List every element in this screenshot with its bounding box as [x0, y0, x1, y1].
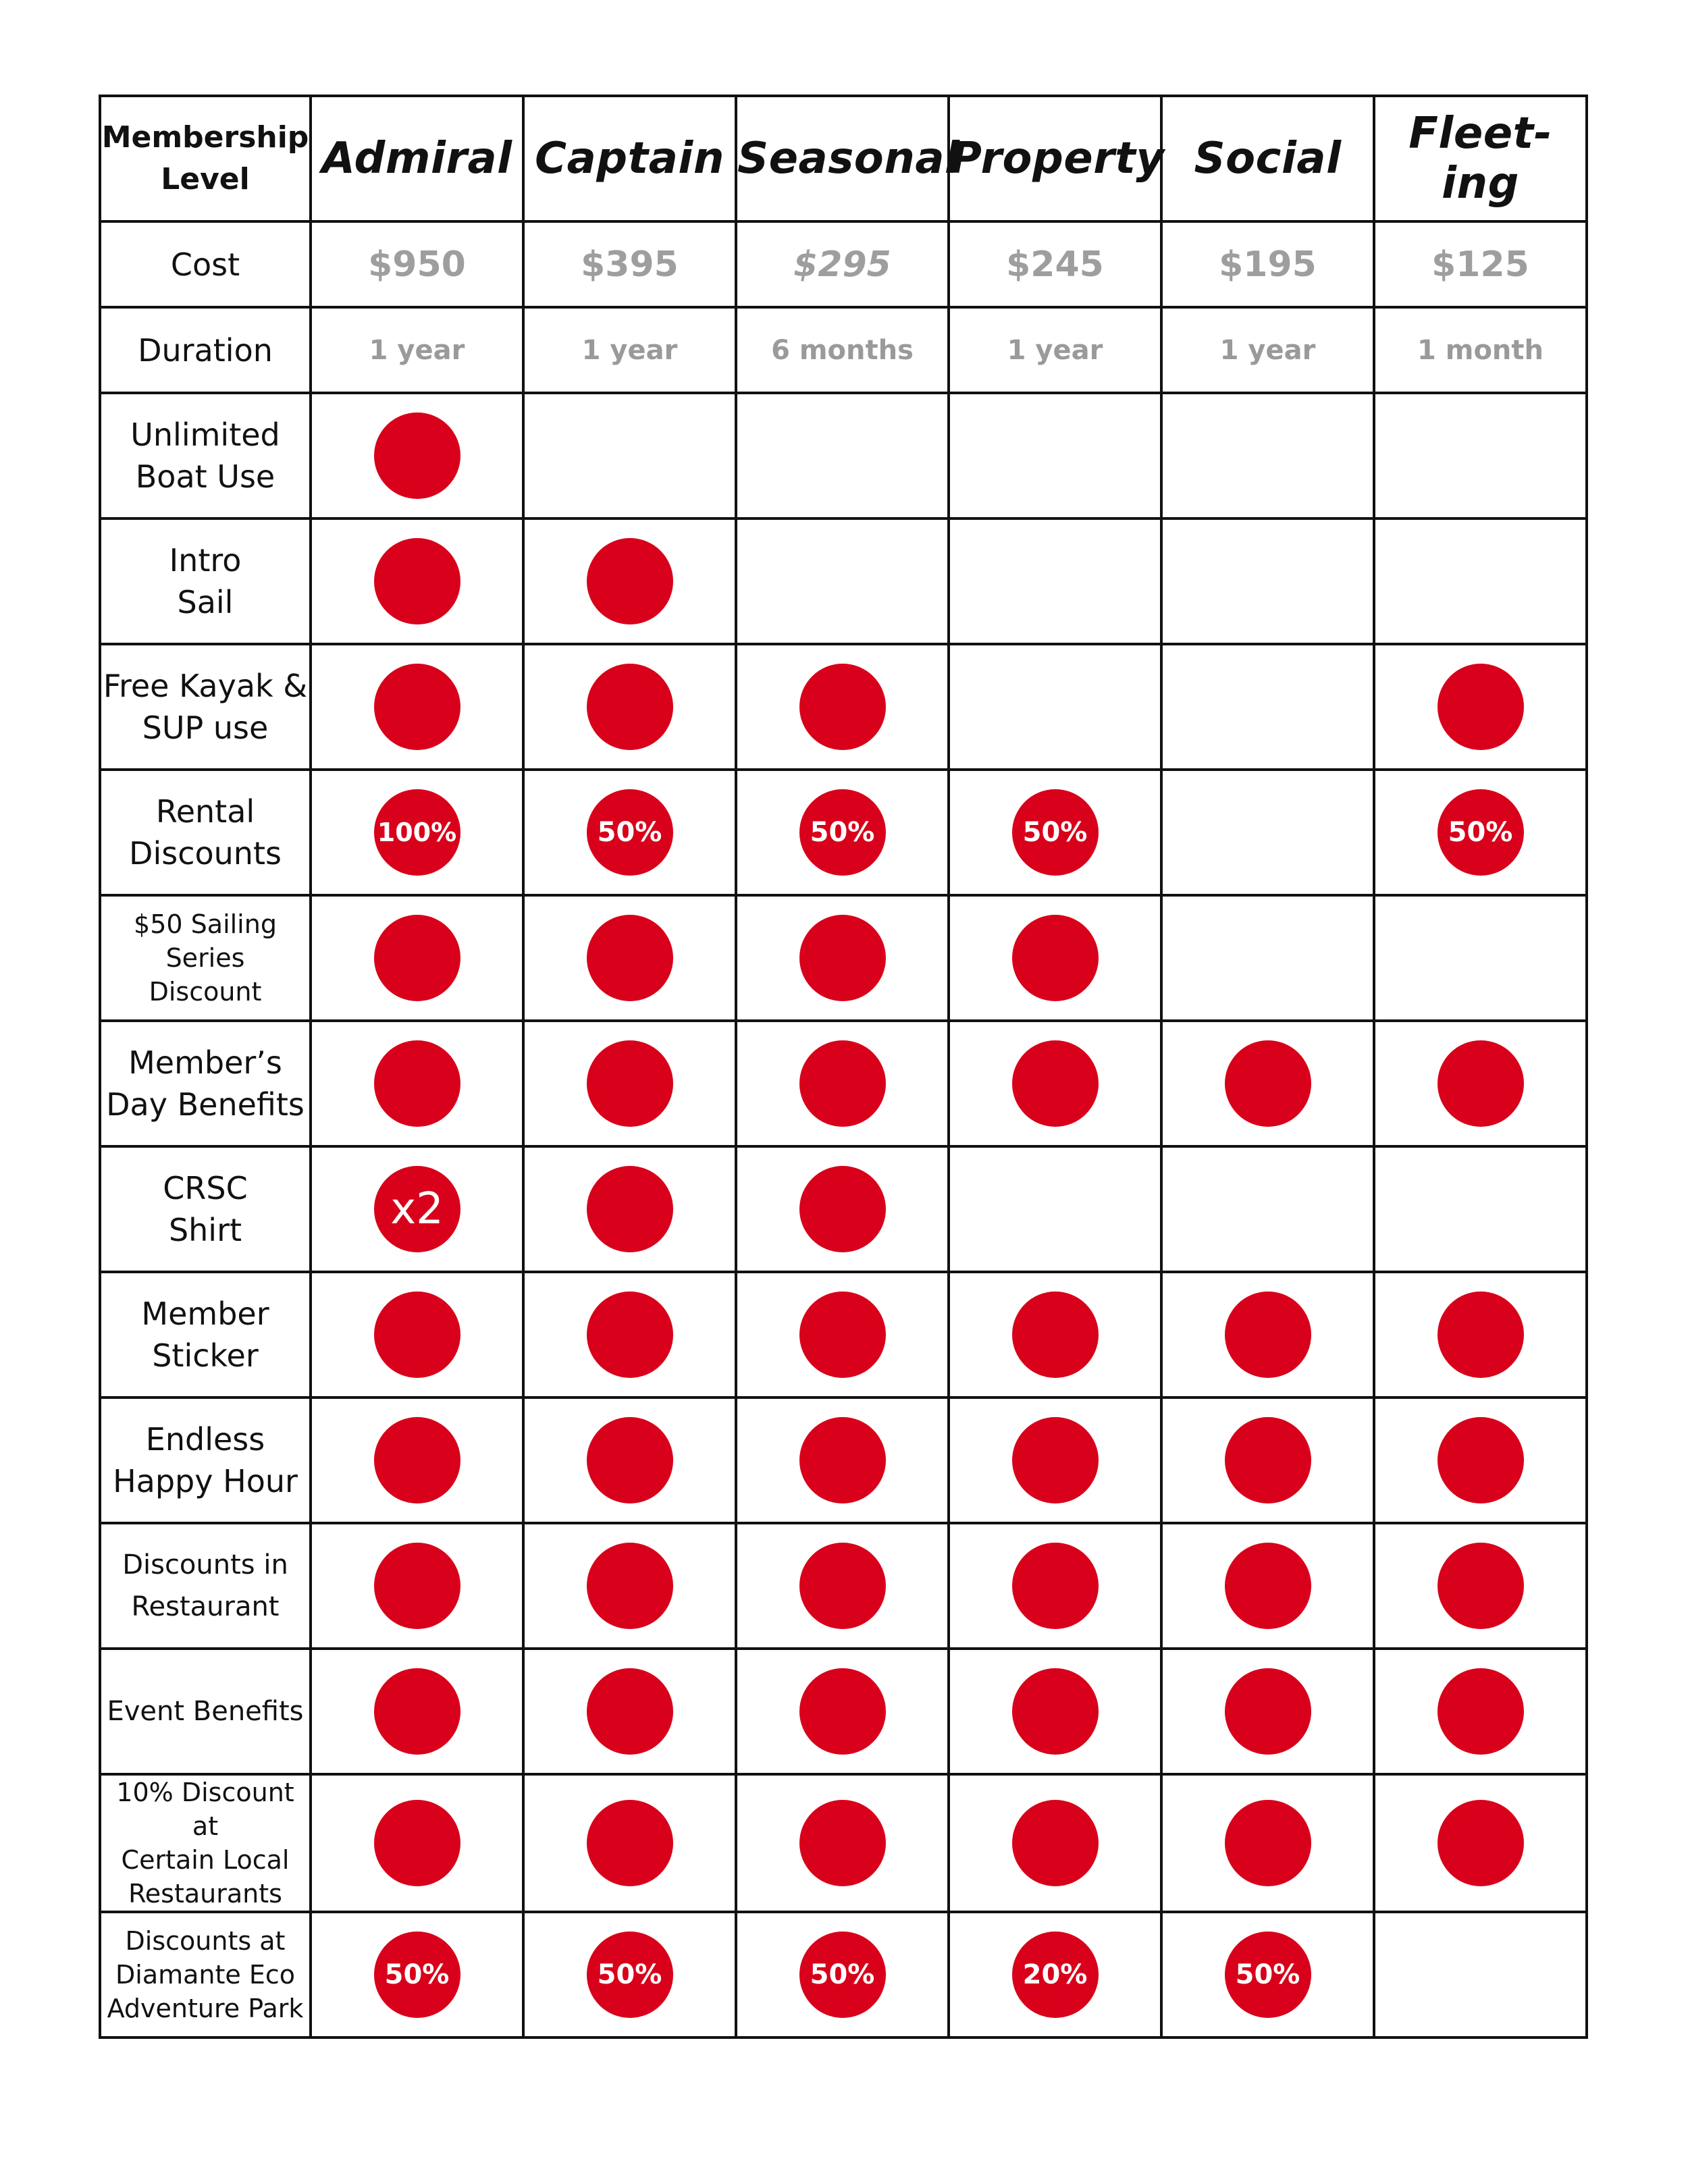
- included-dot-icon: [799, 915, 886, 1001]
- benefit-cell: [949, 1146, 1161, 1272]
- benefit-cell: [949, 1912, 1161, 2037]
- benefit-cell: [949, 770, 1161, 895]
- feature-label: Free Kayak & SUP use: [103, 668, 308, 746]
- benefit-cell: [736, 518, 949, 644]
- level-header-social: [1161, 96, 1374, 221]
- included-dot-icon: [1225, 1291, 1311, 1378]
- benefit-cell: [1374, 1774, 1587, 1912]
- price: $245: [1006, 244, 1104, 285]
- benefit-cell: [1161, 1397, 1374, 1523]
- feature-label: Intro Sail: [169, 542, 242, 620]
- benefit-cell: [523, 1912, 736, 2037]
- included-dot-icon: [1438, 1417, 1524, 1503]
- benefit-cell: [311, 393, 523, 518]
- benefit-cell: [949, 644, 1161, 770]
- included-dot-icon: [799, 1668, 886, 1755]
- feature-label-cell: [100, 1146, 311, 1272]
- feature-label: Member’s Day Benefits: [106, 1044, 305, 1123]
- included-dot-icon: [587, 1668, 673, 1755]
- included-dot-icon: [374, 1040, 460, 1127]
- feature-row: [100, 1397, 1587, 1523]
- cost-cell: [1374, 221, 1587, 307]
- included-dot-icon: [587, 1543, 673, 1629]
- included-dot-icon: [1225, 1800, 1311, 1886]
- level-header-captain: [523, 96, 736, 221]
- benefit-cell: [736, 1774, 949, 1912]
- duration: 1 year: [1219, 334, 1316, 366]
- included-dot-icon: [799, 1291, 886, 1378]
- duration-cell: [949, 307, 1161, 393]
- benefit-cell: [523, 1146, 736, 1272]
- feature-row: [100, 644, 1587, 770]
- included-dot-icon: [799, 1166, 886, 1252]
- benefit-cell: [736, 1146, 949, 1272]
- quantity-badge: x2: [374, 1166, 460, 1252]
- included-dot-icon: [374, 412, 460, 499]
- included-dot-icon: [1438, 1668, 1524, 1755]
- level-header-admiral: [311, 96, 523, 221]
- feature-label: Discounts in Restaurant: [122, 1549, 288, 1622]
- included-dot-icon: [1012, 1543, 1099, 1629]
- benefit-cell: [736, 1523, 949, 1649]
- header-row: [100, 96, 1587, 221]
- included-dot-icon: [799, 1040, 886, 1127]
- cost-cell: [736, 221, 949, 307]
- feature-row: [100, 1272, 1587, 1397]
- benefit-cell: [1161, 1774, 1374, 1912]
- benefit-cell: [523, 1272, 736, 1397]
- feature-label-cell: [100, 1021, 311, 1146]
- benefit-cell: [1161, 1523, 1374, 1649]
- benefit-cell: [736, 1397, 949, 1523]
- benefit-cell: [949, 1021, 1161, 1146]
- benefit-cell: [1374, 1397, 1587, 1523]
- benefit-cell: [1374, 393, 1587, 518]
- price: $950: [368, 244, 466, 285]
- feature-label-cell: [100, 1649, 311, 1774]
- benefit-cell: [311, 1774, 523, 1912]
- feature-label: $50 Sailing Series Discount: [134, 909, 277, 1007]
- benefit-cell: [523, 1397, 736, 1523]
- discount-badge: 50%: [799, 1932, 886, 2018]
- feature-row: [100, 1649, 1587, 1774]
- benefit-cell: [523, 895, 736, 1021]
- benefit-cell: [311, 644, 523, 770]
- included-dot-icon: [374, 538, 460, 624]
- benefit-cell: [1374, 644, 1587, 770]
- benefit-cell: [736, 644, 949, 770]
- benefit-cell: [1161, 644, 1374, 770]
- benefit-cell: [523, 1649, 736, 1774]
- included-dot-icon: [1225, 1040, 1311, 1127]
- discount-badge: 50%: [374, 1932, 460, 2018]
- level-header-seasonal: [736, 96, 960, 221]
- included-dot-icon: [374, 1543, 460, 1629]
- included-dot-icon: [587, 1800, 673, 1886]
- level-name: Seasonal: [737, 134, 960, 184]
- included-dot-icon: [1438, 1291, 1524, 1378]
- benefit-cell: [1374, 1021, 1587, 1146]
- benefit-cell: [1374, 770, 1587, 895]
- discount-badge: 20%: [1012, 1932, 1099, 2018]
- benefit-cell: [523, 518, 736, 644]
- included-dot-icon: [587, 538, 673, 624]
- benefit-cell: [949, 895, 1161, 1021]
- included-dot-icon: [799, 1543, 886, 1629]
- discount-badge: 50%: [1438, 789, 1524, 876]
- feature-label-cell: [100, 1397, 311, 1523]
- benefit-cell: [1161, 518, 1374, 644]
- benefit-cell: [311, 1146, 523, 1272]
- cost-row: [100, 221, 1587, 307]
- duration-label: Duration: [138, 331, 273, 369]
- benefit-cell: [311, 1912, 523, 2037]
- feature-label: Event Benefits: [107, 1696, 304, 1727]
- benefit-cell: [311, 770, 523, 895]
- level-header-fleeting: [1374, 96, 1587, 221]
- included-dot-icon: [1225, 1543, 1311, 1629]
- level-name: Property: [950, 134, 1165, 184]
- benefit-cell: [523, 770, 736, 895]
- discount-badge: 50%: [1225, 1932, 1311, 2018]
- included-dot-icon: [1438, 1800, 1524, 1886]
- benefit-cell: [949, 1523, 1161, 1649]
- discount-badge: 100%: [374, 789, 460, 876]
- included-dot-icon: [1225, 1417, 1311, 1503]
- included-dot-icon: [587, 1040, 673, 1127]
- included-dot-icon: [1012, 1668, 1099, 1755]
- feature-label-cell: [100, 1523, 311, 1649]
- feature-label-cell: [100, 895, 311, 1021]
- benefit-cell: [949, 1397, 1161, 1523]
- cost-label-cell: [100, 221, 311, 307]
- benefit-cell: [311, 1021, 523, 1146]
- benefit-cell: [523, 1774, 736, 1912]
- benefit-cell: [311, 1397, 523, 1523]
- benefit-cell: [311, 1272, 523, 1397]
- feature-label: 10% Discount at Certain Local Restaurants: [116, 1778, 294, 1909]
- included-dot-icon: [374, 664, 460, 750]
- level-name: Social: [1194, 134, 1342, 184]
- benefit-cell: [311, 1649, 523, 1774]
- duration-cell: [311, 307, 523, 393]
- duration: 1 year: [369, 334, 465, 366]
- benefit-cell: [1374, 895, 1587, 1021]
- benefit-cell: [949, 393, 1161, 518]
- price: $195: [1219, 244, 1317, 285]
- benefit-cell: [1374, 518, 1587, 644]
- benefit-cell: [949, 518, 1161, 644]
- benefit-cell: [736, 1649, 949, 1774]
- included-dot-icon: [374, 1668, 460, 1755]
- price: $295: [793, 244, 891, 285]
- benefit-cell: [523, 393, 736, 518]
- included-dot-icon: [1438, 664, 1524, 750]
- benefit-cell: [523, 644, 736, 770]
- discount-badge: 50%: [1012, 789, 1099, 876]
- benefit-cell: [1161, 895, 1374, 1021]
- duration: 6 months: [771, 334, 914, 366]
- included-dot-icon: [1012, 1291, 1099, 1378]
- discount-badge: 50%: [799, 789, 886, 876]
- feature-label: Rental Discounts: [129, 793, 282, 872]
- included-dot-icon: [1012, 1800, 1099, 1886]
- benefit-cell: [1161, 1272, 1374, 1397]
- feature-label: Unlimited Boat Use: [130, 417, 280, 495]
- feature-row: [100, 1912, 1587, 2037]
- duration: 1 year: [581, 334, 678, 366]
- included-dot-icon: [374, 1800, 460, 1886]
- cost-cell: [523, 221, 736, 307]
- benefit-cell: [311, 895, 523, 1021]
- feature-label-cell: [100, 393, 311, 518]
- benefit-cell: [1374, 1649, 1587, 1774]
- cost-cell: [1161, 221, 1374, 307]
- benefit-cell: [949, 1272, 1161, 1397]
- cost-cell: [949, 221, 1161, 307]
- feature-row: [100, 1774, 1587, 1912]
- included-dot-icon: [1012, 915, 1099, 1001]
- benefit-cell: [1161, 393, 1374, 518]
- benefit-cell: [736, 770, 949, 895]
- discount-badge: 50%: [587, 1932, 673, 2018]
- benefit-cell: [523, 1523, 736, 1649]
- duration: 1 month: [1417, 334, 1544, 366]
- included-dot-icon: [587, 915, 673, 1001]
- benefit-cell: [736, 1272, 949, 1397]
- level-header-property: [949, 96, 1165, 221]
- feature-label-cell: [100, 1774, 311, 1912]
- level-name: Captain: [535, 134, 724, 184]
- duration-cell: [523, 307, 736, 393]
- included-dot-icon: [1012, 1040, 1099, 1127]
- duration: 1 year: [1007, 334, 1103, 366]
- benefit-cell: [736, 1912, 949, 2037]
- feature-label-cell: [100, 1272, 311, 1397]
- benefit-cell: [949, 1649, 1161, 1774]
- included-dot-icon: [799, 664, 886, 750]
- included-dot-icon: [1012, 1417, 1099, 1503]
- benefit-cell: [736, 393, 949, 518]
- feature-label-cell: [100, 644, 311, 770]
- price: $125: [1431, 244, 1529, 285]
- duration-label-cell: [100, 307, 311, 393]
- feature-label: Endless Happy Hour: [113, 1421, 298, 1499]
- feature-row: [100, 518, 1587, 644]
- included-dot-icon: [1438, 1543, 1524, 1629]
- benefit-cell: [1374, 1912, 1587, 2037]
- membership-comparison-table: [99, 95, 1588, 2039]
- level-name: Admiral: [321, 134, 512, 184]
- feature-row: [100, 1146, 1587, 1272]
- benefit-cell: [1161, 1146, 1374, 1272]
- cost-cell: [311, 221, 523, 307]
- duration-cell: [1161, 307, 1374, 393]
- included-dot-icon: [799, 1417, 886, 1503]
- benefit-cell: [949, 1774, 1161, 1912]
- included-dot-icon: [587, 1291, 673, 1378]
- benefit-cell: [736, 895, 949, 1021]
- benefit-cell: [311, 518, 523, 644]
- included-dot-icon: [587, 1417, 673, 1503]
- feature-row: [100, 393, 1587, 518]
- feature-label: Discounts at Diamante Eco Adventure Park: [107, 1926, 304, 2023]
- duration-cell: [1374, 307, 1587, 393]
- feature-label: CRSC Shirt: [163, 1170, 248, 1248]
- benefit-cell: [311, 1523, 523, 1649]
- feature-row: [100, 770, 1587, 895]
- benefit-cell: [1374, 1523, 1587, 1649]
- benefit-cell: [736, 1021, 949, 1146]
- feature-label: Member Sticker: [141, 1296, 269, 1374]
- included-dot-icon: [799, 1800, 886, 1886]
- included-dot-icon: [587, 1166, 673, 1252]
- included-dot-icon: [374, 915, 460, 1001]
- benefit-cell: [1161, 1021, 1374, 1146]
- price: $395: [581, 244, 679, 285]
- benefit-cell: [1161, 1912, 1374, 2037]
- duration-cell: [736, 307, 949, 393]
- cost-label: Cost: [170, 246, 240, 283]
- feature-row: [100, 1523, 1587, 1649]
- benefit-cell: [1161, 770, 1374, 895]
- benefit-cell: [1374, 1272, 1587, 1397]
- included-dot-icon: [374, 1417, 460, 1503]
- included-dot-icon: [587, 664, 673, 750]
- feature-row: [100, 1021, 1587, 1146]
- benefit-cell: [523, 1021, 736, 1146]
- benefit-cell: [1161, 1649, 1374, 1774]
- level-name: Fleet-ing: [1408, 109, 1552, 209]
- feature-label-cell: [100, 1912, 311, 2037]
- included-dot-icon: [1438, 1040, 1524, 1127]
- included-dot-icon: [374, 1291, 460, 1378]
- membership-level-label: Membership Level: [101, 120, 309, 196]
- feature-row: [100, 895, 1587, 1021]
- benefit-cell: [1374, 1146, 1587, 1272]
- feature-label-cell: [100, 770, 311, 895]
- membership-level-header: [100, 96, 311, 221]
- duration-row: [100, 307, 1587, 393]
- discount-badge: 50%: [587, 789, 673, 876]
- feature-label-cell: [100, 518, 311, 644]
- included-dot-icon: [1225, 1668, 1311, 1755]
